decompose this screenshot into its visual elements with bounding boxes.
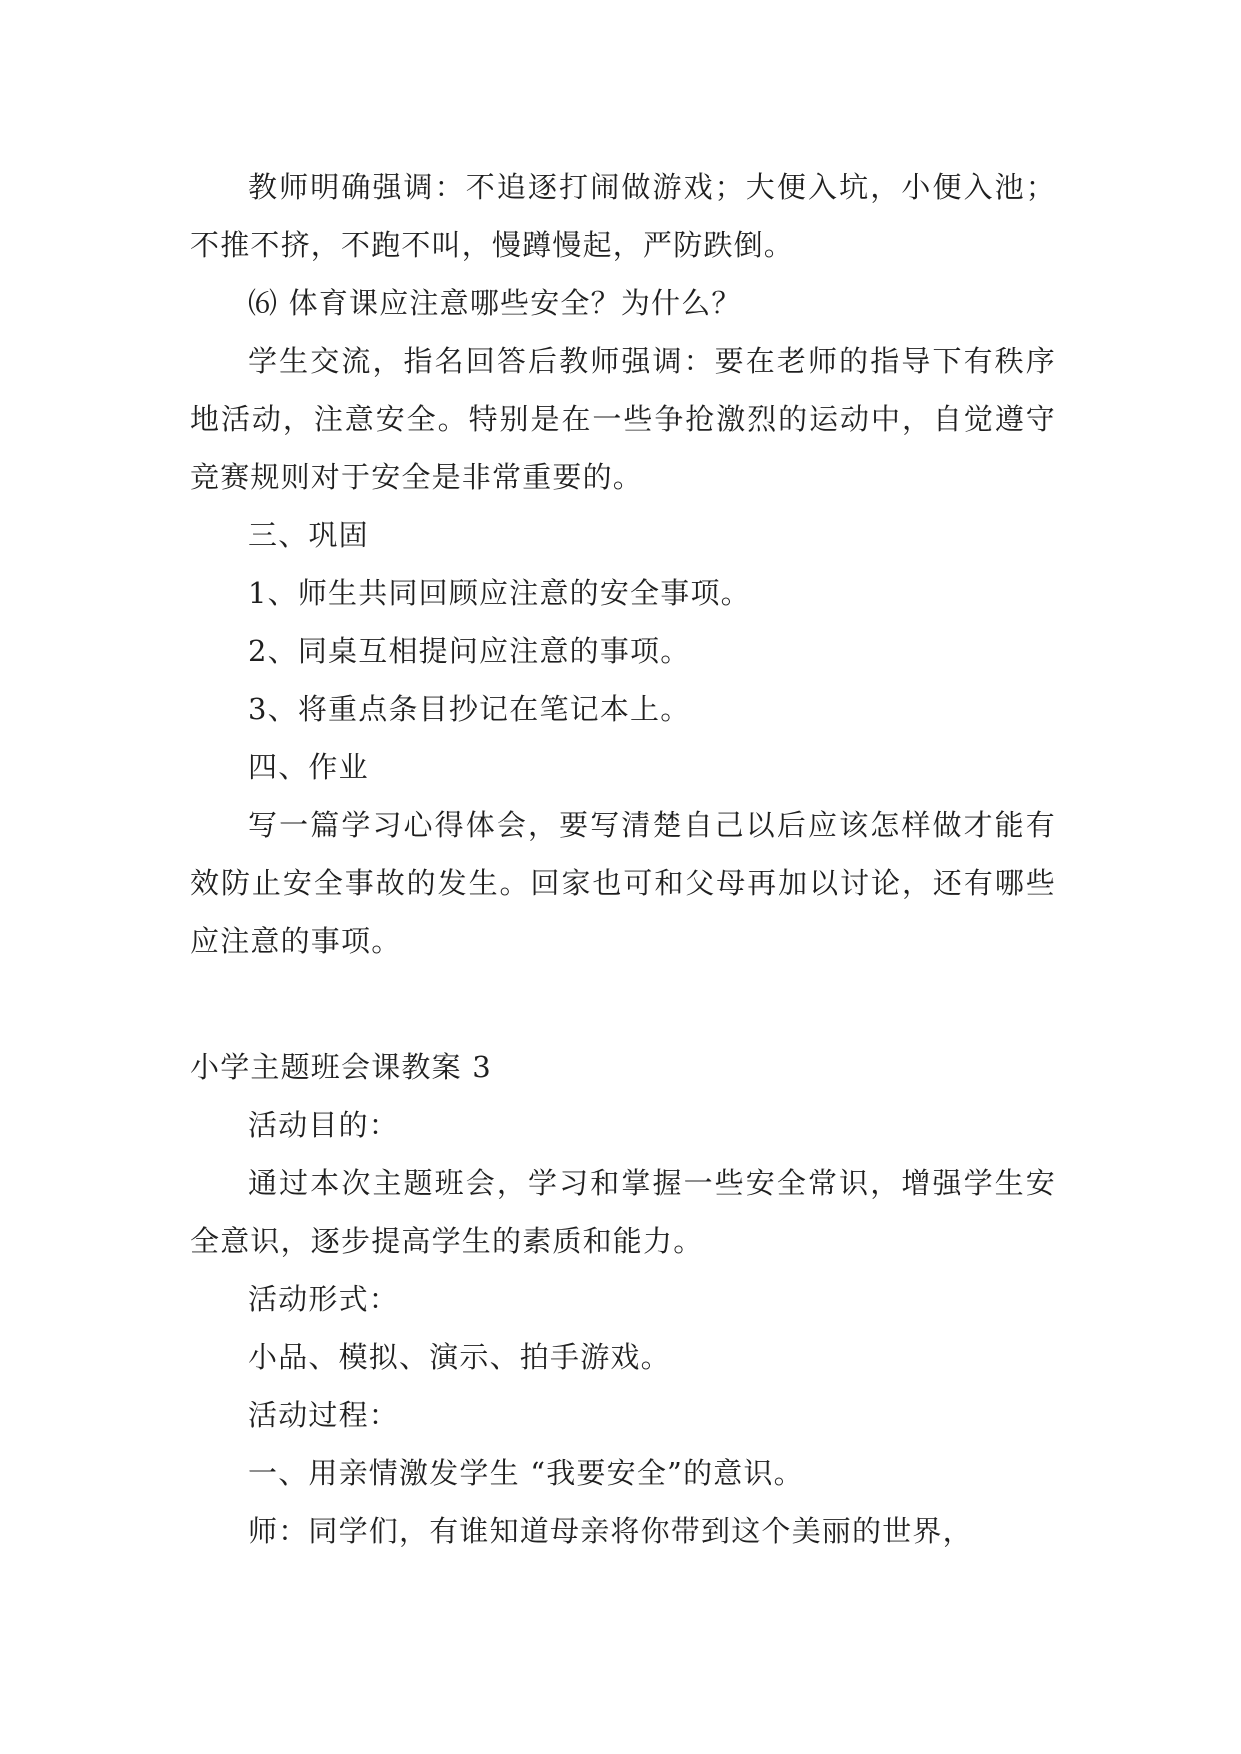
heading-homework: 四、作业	[248, 750, 369, 784]
label-activity-process: 活动过程：	[248, 1398, 400, 1432]
paragraph: 通过本次主题班会，学习和掌握一些安全常识，增强学生安全意识，逐步提高学生的素质和能力。	[190, 1166, 1056, 1258]
list-item: 3、将重点条目抄记在笔记本上。	[248, 692, 691, 726]
paragraph: 写一篇学习心得体会，要写清楚自己以后应该怎样做才能有效防止安全事故的发生。回家也可和父母再加以讨论，还有哪些应注意的事项。	[190, 808, 1056, 958]
paragraph: 学生交流，指名回答后教师强调：要在老师的指导下有秩序地活动，注意安全。特别是在一些争抢激烈的运动中，自觉遵守竞赛规则对于安全是非常重要的。	[190, 344, 1056, 494]
paragraph: ⑹ 体育课应注意哪些安全？为什么？	[248, 286, 742, 320]
paragraph: 一、用亲情激发学生 “我要安全”的意识。	[248, 1456, 804, 1490]
label-activity-goal: 活动目的：	[248, 1108, 400, 1142]
paragraph: 师：同学们，有谁知道母亲将你带到这个美丽的世界，	[248, 1514, 973, 1548]
label-activity-form: 活动形式：	[248, 1282, 400, 1316]
section-title: 小学主题班会课教案 3	[190, 1050, 492, 1084]
list-item: 2、同桌互相提问应注意的事项。	[248, 634, 691, 668]
heading-consolidation: 三、巩固	[248, 518, 369, 552]
document-body	[190, 158, 1056, 1560]
paragraph: 小品、模拟、演示、拍手游戏。	[248, 1340, 671, 1374]
paragraph: 教师明确强调：不追逐打闹做游戏；大便入坑，小便入池；不推不挤，不跑不叫，慢蹲慢起，严防跌倒。	[190, 170, 1056, 262]
list-item: 1、师生共同回顾应注意的安全事项。	[248, 576, 751, 610]
